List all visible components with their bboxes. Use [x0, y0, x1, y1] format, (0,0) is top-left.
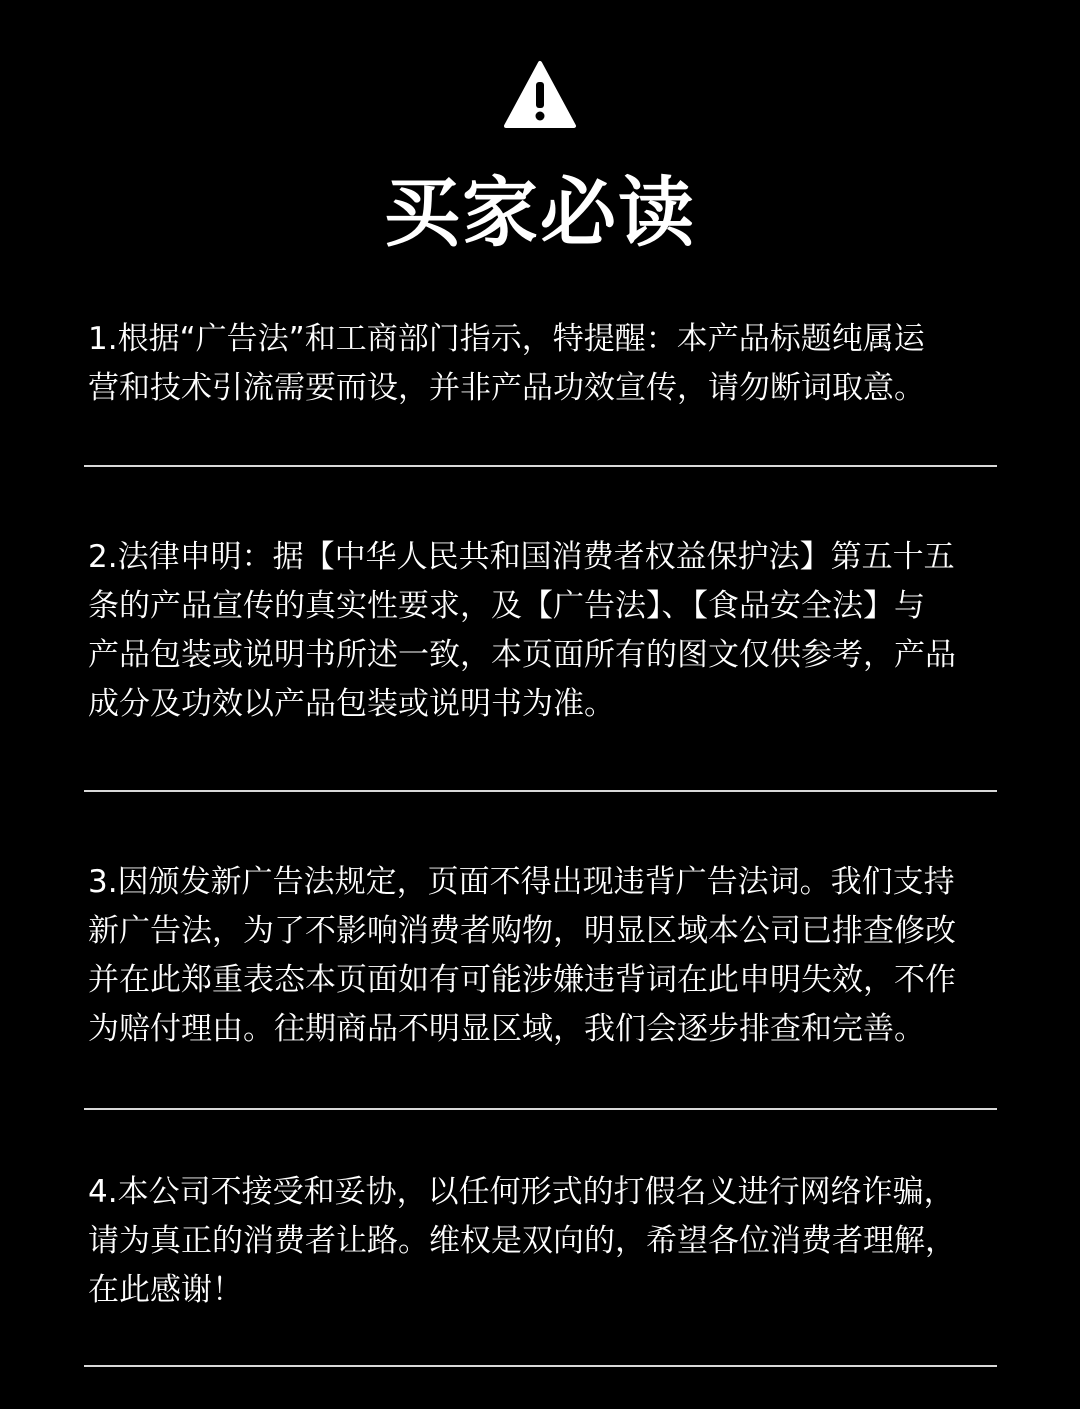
notice-line: 为赔付理由。往期商品不明显区域，我们会逐步排查和完善。 — [88, 1011, 925, 1047]
notice-line: 1.根据“广告法”和工商部门指示，特提醒：本产品标题纯属运 — [88, 321, 925, 357]
notice-line: 产品包装或说明书所述一致，本页面所有的图文仅供参考，产品 — [88, 637, 956, 673]
divider — [84, 790, 997, 792]
notice-2 — [88, 533, 1008, 729]
notice-3 — [88, 858, 1008, 1054]
notice-line: 营和技术引流需要而设，并非产品功效宣传，请勿断词取意。 — [88, 370, 925, 406]
notice-1 — [88, 315, 1008, 413]
notice-line: 2.法律申明：据【中华人民共和国消费者权益保护法】第五十五 — [88, 539, 955, 575]
notice-line: 并在此郑重表态本页面如有可能涉嫌违背词在此申明失效，不作 — [88, 962, 956, 998]
notice-line: 条的产品宣传的真实性要求，及【广告法】、【食品安全法】与 — [88, 588, 925, 624]
notice-line: 成分及功效以产品包装或说明书为准。 — [88, 686, 615, 722]
notice-line: 在此感谢！ — [88, 1272, 243, 1308]
notice-line: 4.本公司不接受和妥协，以任何形式的打假名义进行网络诈骗， — [88, 1174, 955, 1210]
divider — [84, 1365, 997, 1367]
warning-triangle-icon — [503, 60, 577, 130]
notice-line: 3.因颁发新广告法规定，页面不得出现违背广告法词。我们支持 — [88, 864, 955, 900]
notice-line: 请为真正的消费者让路。维权是双向的，希望各位消费者理解， — [88, 1223, 956, 1259]
divider — [84, 1108, 997, 1110]
notice-line: 新广告法，为了不影响消费者购物，明显区域本公司已排查修改 — [88, 913, 956, 949]
notice-4 — [88, 1168, 1008, 1315]
divider — [84, 465, 997, 467]
page-title: 买家必读 — [384, 168, 696, 257]
